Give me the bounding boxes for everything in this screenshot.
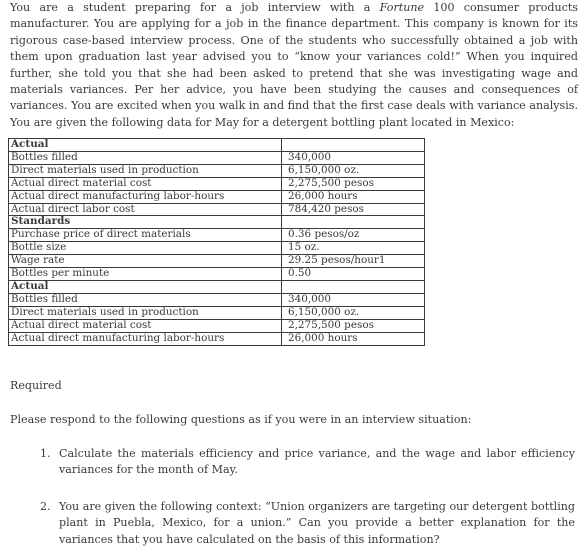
row-value: 26,000 hours bbox=[282, 332, 425, 345]
table-row bbox=[9, 229, 425, 242]
table-row bbox=[9, 268, 425, 281]
table-section-heading bbox=[9, 216, 425, 229]
row-value: 340,000 bbox=[282, 151, 425, 164]
row-label: Actual direct manufacturing labor-hours bbox=[9, 332, 282, 345]
required-heading: Required bbox=[10, 379, 62, 392]
table-row bbox=[9, 332, 425, 345]
intro-emphasis: Fortune bbox=[379, 1, 425, 14]
intro-text-2: 100 consumer products manufacturer. You are applying for a job in the finance department. This company is known for its rigorous case-based interview process. One of the students who successfully obtained a job with them upon graduation last year advised you to “know your variances cold!” When you inquired further, she told you that she had been asked to pretend that she was investigating wage and materials variances. Per her advice, you have been studying the causes and consequences of variances. You are excited when you walk in and find that the first case deals with variance analysis. You are given the following data for May for a detergent bottling plant located in Mexico: bbox=[10, 1, 579, 129]
question-text: Calculate the materials efficiency and price variance, and the wage and labor efficiency variances for the month of May. bbox=[59, 447, 575, 477]
table-row bbox=[9, 203, 425, 216]
table-row bbox=[9, 255, 425, 268]
row-value: 784,420 pesos bbox=[282, 203, 425, 216]
row-value: 2,275,500 pesos bbox=[282, 177, 425, 190]
row-value: 0.36 pesos/oz bbox=[282, 229, 425, 242]
table-row bbox=[9, 306, 425, 319]
table-row bbox=[9, 319, 425, 332]
intro-paragraph bbox=[10, 0, 578, 131]
row-value: 6,150,000 oz. bbox=[282, 306, 425, 319]
row-value: 6,150,000 oz. bbox=[282, 164, 425, 177]
row-label: Actual direct material cost bbox=[9, 319, 282, 332]
instructions-text: Please respond to the following questions as if you were in an interview situation: bbox=[10, 413, 472, 426]
table-row bbox=[9, 242, 425, 255]
question-text: You are given the following context: “Union organizers are targeting our detergent bottling plant in Puebla, Mexico, for a union.” Can you provide a better explanation for the variances that you have calculated on the basis of this information? bbox=[59, 500, 575, 546]
row-value: 2,275,500 pesos bbox=[282, 319, 425, 332]
row-label: Bottles filled bbox=[9, 151, 282, 164]
section-heading-actual: Actual bbox=[9, 139, 282, 152]
row-label: Wage rate bbox=[9, 255, 282, 268]
row-label: Direct materials used in production bbox=[9, 164, 282, 177]
variance-data-table bbox=[8, 138, 425, 346]
question-number: 1. bbox=[40, 447, 51, 460]
table-section-heading bbox=[9, 280, 425, 293]
row-label: Actual direct manufacturing labor-hours bbox=[9, 190, 282, 203]
table-row bbox=[9, 151, 425, 164]
row-value: 0.50 bbox=[282, 268, 425, 281]
row-value: 29.25 pesos/hour1 bbox=[282, 255, 425, 268]
section-heading-actual: Actual bbox=[9, 280, 282, 293]
row-value: 340,000 bbox=[282, 293, 425, 306]
question-item bbox=[40, 499, 575, 548]
row-label: Actual direct labor cost bbox=[9, 203, 282, 216]
row-label: Bottles per minute bbox=[9, 268, 282, 281]
row-label: Purchase price of direct materials bbox=[9, 229, 282, 242]
row-value: 26,000 hours bbox=[282, 190, 425, 203]
row-label: Actual direct material cost bbox=[9, 177, 282, 190]
table-section-heading bbox=[9, 139, 425, 152]
table-row bbox=[9, 164, 425, 177]
table-row bbox=[9, 293, 425, 306]
table-row bbox=[9, 190, 425, 203]
row-label: Bottle size bbox=[9, 242, 282, 255]
table-row bbox=[9, 177, 425, 190]
question-number: 2. bbox=[40, 500, 51, 513]
section-heading-standards: Standards bbox=[9, 216, 282, 229]
intro-text-1: You are a student preparing for a job interview with a bbox=[10, 1, 380, 14]
row-label: Bottles filled bbox=[9, 293, 282, 306]
row-value: 15 oz. bbox=[282, 242, 425, 255]
row-label: Direct materials used in production bbox=[9, 306, 282, 319]
question-item bbox=[40, 446, 575, 479]
